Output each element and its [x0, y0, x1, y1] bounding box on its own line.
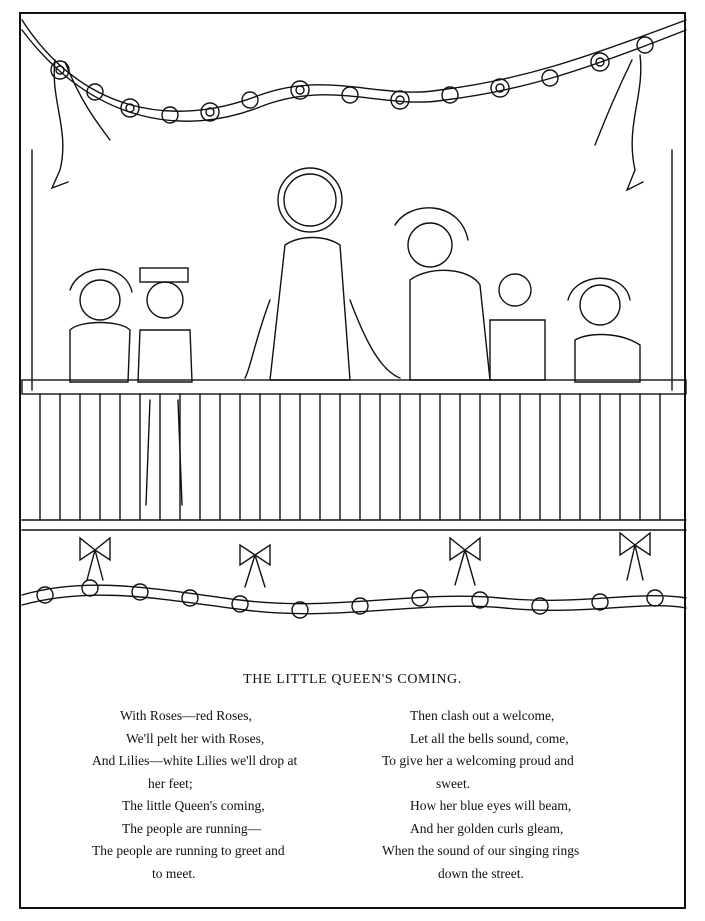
garland-roses: [51, 37, 653, 123]
poem-line: The people are running to greet and: [92, 843, 285, 858]
poem-line: We'll pelt her with Roses,: [126, 730, 265, 746]
poem-line: When the sound of our singing rings: [382, 843, 580, 858]
figure-bonnet-girl: [395, 208, 490, 380]
poem-right-column: [376, 705, 626, 885]
bow-2: [240, 545, 270, 587]
bow-1: [80, 538, 110, 580]
poem-line: down the street.: [438, 865, 524, 881]
balcony-railing: [22, 380, 686, 530]
figure-girl-right: [568, 278, 640, 382]
poem-line: her feet;: [148, 775, 193, 791]
poem-line: Then clash out a welcome,: [410, 708, 555, 723]
figure-tall-girl: [245, 168, 400, 380]
poem-line: To give her a welcoming proud and: [382, 753, 574, 768]
poem-line: And Lilies—white Lilies we'll drop at: [92, 753, 298, 768]
poem-line: sweet.: [436, 775, 471, 791]
poem-line: And her golden curls gleam,: [410, 820, 564, 836]
poem-line: to meet.: [152, 865, 196, 881]
poem-line: With Roses—red Roses,: [120, 708, 252, 723]
top-garland: [22, 20, 686, 111]
poem-line: How her blue eyes will beam,: [410, 798, 572, 813]
figure-boy: [138, 268, 192, 505]
poem-line: The little Queen's coming,: [122, 798, 265, 813]
bow-4: [620, 533, 650, 580]
figure-girl-left: [70, 269, 132, 382]
poem-line: The people are running—: [122, 820, 262, 836]
poem-line: Let all the bells sound, come,: [410, 730, 569, 746]
poem-left-column: [86, 705, 346, 885]
ribbon-right: [595, 55, 643, 190]
bow-3: [450, 538, 480, 585]
poem-title: THE LITTLE QUEEN'S COMING.: [243, 672, 462, 687]
figure-small-girl: [490, 274, 545, 380]
